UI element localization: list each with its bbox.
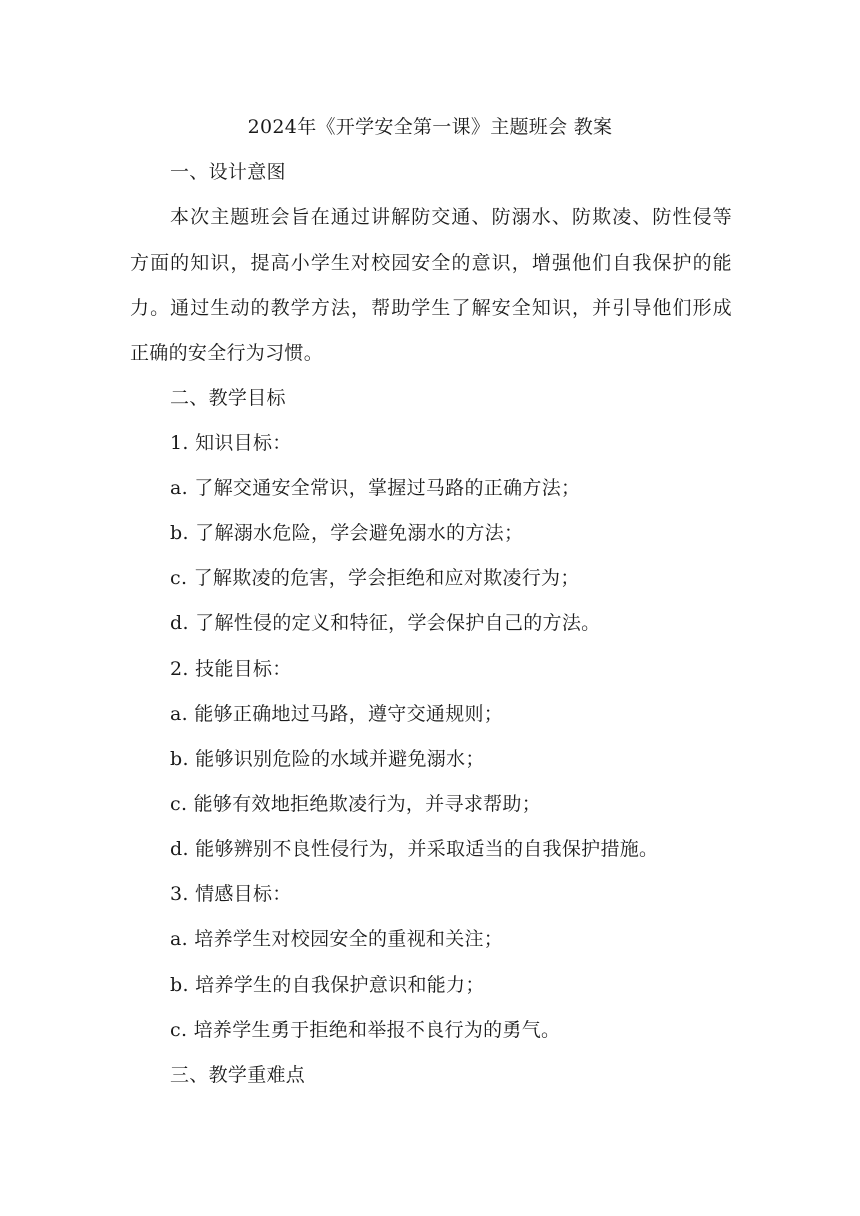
intro-paragraph-line: 正确的安全行为习惯。	[130, 342, 324, 364]
list-item: c. 能够有效地拒绝欺凌行为，并寻求帮助；	[170, 793, 542, 815]
goal-heading-knowledge: 1. 知识目标：	[170, 432, 292, 454]
list-item: a. 了解交通安全常识，掌握过马路的正确方法；	[170, 477, 581, 499]
intro-paragraph-line: 方面的知识，提高小学生对校园安全的意识，增强他们自我保护的能	[130, 252, 732, 274]
list-item: b. 了解溺水危险，学会避免溺水的方法；	[170, 522, 524, 544]
intro-paragraph-line: 本次主题班会旨在通过讲解防交通、防溺水、防欺凌、防性侵等	[170, 206, 732, 228]
list-item: a. 培养学生对校园安全的重视和关注；	[170, 928, 504, 950]
section-heading-key-difficulties: 三、教学重难点	[170, 1064, 306, 1086]
goal-heading-emotion: 3. 情感目标：	[170, 883, 292, 905]
intro-paragraph-line: 力。通过生动的教学方法，帮助学生了解安全知识，并引导他们形成	[130, 297, 732, 319]
goal-heading-skills: 2. 技能目标：	[170, 658, 292, 680]
section-heading-design-intent: 一、设计意图	[170, 161, 286, 183]
list-item: c. 培养学生勇于拒绝和举报不良行为的勇气。	[170, 1019, 561, 1041]
document-title: 2024年《开学安全第一课》主题班会 教案	[247, 116, 613, 138]
list-item: b. 能够识别危险的水域并避免溺水；	[170, 748, 485, 770]
section-heading-teaching-goals: 二、教学目标	[170, 387, 286, 409]
list-item: c. 了解欺凌的危害，学会拒绝和应对欺凌行为；	[170, 567, 580, 589]
list-item: d. 了解性侵的定义和特征，学会保护自己的方法。	[170, 612, 601, 634]
list-item: d. 能够辨别不良性侵行为，并采取适当的自我保护措施。	[170, 838, 659, 860]
list-item: b. 培养学生的自我保护意识和能力；	[170, 974, 485, 996]
list-item: a. 能够正确地过马路，遵守交通规则；	[170, 703, 504, 725]
